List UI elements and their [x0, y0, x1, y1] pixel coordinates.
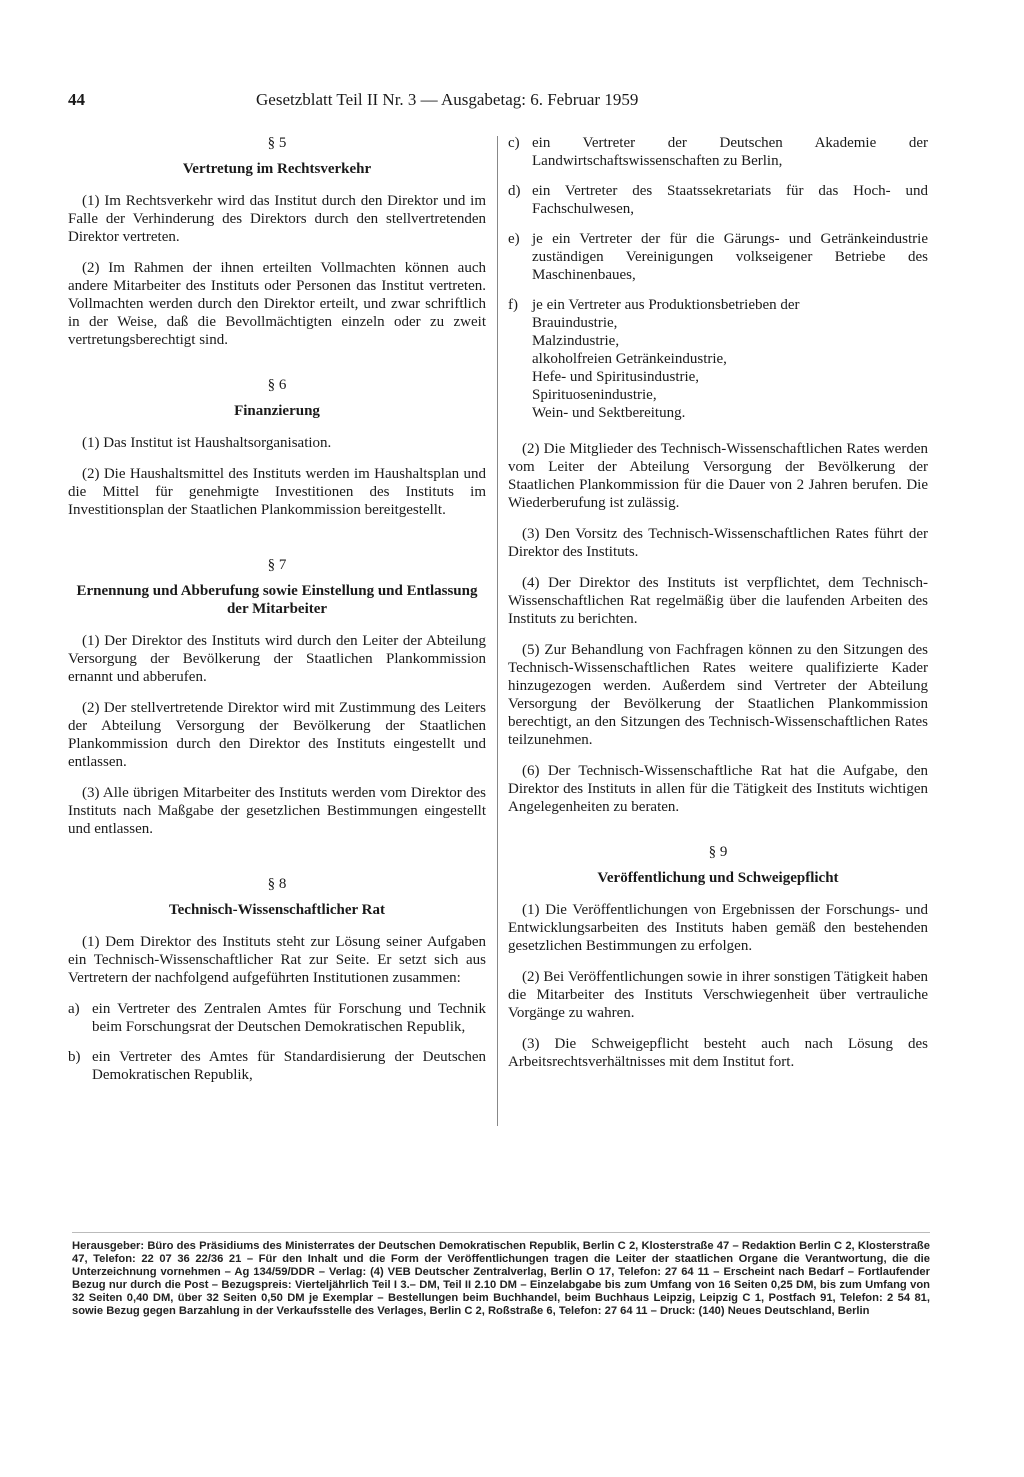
list-item-text: je ein Vertreter der für die Gärungs- und Getränkeindustrie zuständigen Vereinigungen volkseigener Betriebe des Maschinenbaues,	[532, 231, 928, 283]
page-header	[68, 90, 932, 114]
section-7-heading: Ernennung und Abberufung sowie Einstellung und Entlassung der Mitarbeiter	[76, 583, 478, 617]
section-8-paragraph-3: (3) Den Vorsitz des Technisch-Wissenschaftlichen Rates führt der Direktor des Instituts.	[508, 526, 928, 560]
list-item-label: a)	[68, 1001, 80, 1017]
section-9-paragraph-2: (2) Bei Veröffentlichungen sowie in ihrer sonstigen Tätigkeit haben die Mitarbeiter des Instituts Verschwiegenheit über vertrauliche Vorgänge zu wahren.	[508, 969, 928, 1021]
section-5-heading: Vertretung im Rechtsverkehr	[182, 161, 372, 177]
page-number: 44	[68, 90, 85, 109]
section-7-sign: § 7	[267, 557, 287, 573]
column-divider	[497, 136, 498, 1126]
section-8-heading: Technisch-Wissenschaftlicher Rat	[169, 902, 385, 918]
sublist-item: Malzindustrie,	[532, 333, 620, 349]
section-5-paragraph-1: (1) Im Rechtsverkehr wird das Institut durch den Direktor und im Falle der Verhinderung des Direktors durch den stellvertretenden Direktor vertreten.	[68, 193, 486, 245]
running-head: Gesetzblatt Teil II Nr. 3 — Ausgabetag: 6. Februar 1959	[256, 90, 639, 109]
list-item	[68, 1048, 486, 1084]
sublist-item: Spirituosenindustrie,	[532, 387, 657, 403]
section-8-sign: § 8	[267, 876, 287, 892]
list-item-text: je ein Vertreter aus Produktionsbetrieben der	[532, 297, 800, 313]
list-item-text: ein Vertreter der Deutschen Akademie der Landwirtschaftswissenschaften zu Berlin,	[532, 135, 928, 169]
sublist-item: Wein- und Sektbereitung.	[532, 405, 686, 421]
section-7-paragraph-2: (2) Der stellvertretende Direktor wird mit Zustimmung des Leiters der Abteilung Versorgung der Bevölkerung der Staatlichen Plankommission durch den Direktor des Instituts eingestellt und entlassen.	[68, 700, 486, 770]
section-8-paragraph-5: (5) Zur Behandlung von Fachfragen können zu den Sitzungen des Technisch-Wissenschaftlichen Rates weitere qualifizierte Kader hinzugezogen werden. Außerdem sind Vertreter der Abteilung Versorgung der Bevölkerung der Staatlichen Plankommission berechtigt, an den Sitzungen des Technisch-Wissenschaftlichen Rates teilzunehmen.	[508, 642, 928, 748]
section-9-paragraph-3: (3) Die Schweigepflicht besteht auch nach Lösung des Arbeitsrechtsverhältnisses mit dem Institut fort.	[508, 1036, 928, 1070]
section-7-paragraph-3: (3) Alle übrigen Mitarbeiter des Instituts werden vom Direktor des Instituts nach Maßgabe der gesetzlichen Bestimmungen eingestellt und entlassen.	[68, 785, 486, 837]
list-item-text: ein Vertreter des Staatssekretariats für das Hoch- und Fachschulwesen,	[532, 183, 928, 217]
section-7-paragraph-1: (1) Der Direktor des Instituts wird durch den Leiter der Abteilung Versorgung der Bevölkerung der Staatlichen Plankommission ernannt und abberufen.	[68, 633, 486, 685]
section-5-sign: § 5	[267, 135, 287, 151]
section-6-sign: § 6	[267, 377, 287, 393]
footer-divider	[72, 1232, 930, 1233]
list-item-label: c)	[508, 135, 520, 151]
industry-sublist	[532, 314, 928, 422]
list-item	[508, 296, 928, 422]
section-8-paragraph-4: (4) Der Direktor des Instituts ist verpflichtet, dem Technisch-Wissenschaftlichen Rat regelmäßig über die laufenden Arbeiten des Instituts zu berichten.	[508, 575, 928, 627]
section-9-sign: § 9	[708, 844, 728, 860]
right-column	[508, 134, 928, 1084]
imprint-footer: Herausgeber: Büro des Präsidiums des Ministerrates der Deutschen Demokratischen Republik, Berlin C 2, Klosterstraße 47 – Redaktion Berlin C 2, Klosterstraße 47, Telefon: 22 07 36 22/36 21 – Für den Inhalt und die Form der Veröffentlichungen tragen die Leiter der staatlichen Organe die Verantwortung, die die Unterzeichnung vornehmen – Ag 134/59/DDR – Verlag: (4) VEB Deutscher Zentralverlag, Berlin O 17, Telefon: 27 64 11 – Erscheint nach Bedarf – Fortlaufender Bezug nur durch die Post – Bezugspreis: Vierteljährlich Teil I 3.– DM, Teil II 2.10 DM – Einzelabgabe bis zum Umfang von 16 Seiten 0,25 DM, bis zum Umfang von 32 Seiten 0,40 DM, über 32 Seiten 0,50 DM je Exemplar – Bestellungen beim Buchhandel, beim Buchhaus Leipzig, Leipzig C 1, Postfach 91, Telefon: 2 54 81, sowie Bezug gegen Barzahlung in der Verkaufsstelle des Verlages, Berlin C 2, Roßstraße 6, Telefon: 27 64 11 – Druck: (140) Neues Deutschland, Berlin	[72, 1240, 930, 1317]
list-item-label: d)	[508, 183, 521, 199]
section-9-paragraph-1: (1) Die Veröffentlichungen von Ergebnissen der Forschungs- und Entwicklungsarbeiten des Instituts haben gemäß den bestehenden gesetzlichen Bestimmungen zu erfolgen.	[508, 902, 928, 954]
section-5-paragraph-2: (2) Im Rahmen der ihnen erteilten Vollmachten können auch andere Mitarbeiter des Instituts oder Personen das Institut vertreten. Vollmachten werden durch den Direktor erteilt, und zwar schriftlich in der Weise, daß die Bevollmächtigten einzeln oder zu zweit vertretungsberechtigt sind.	[68, 260, 486, 348]
section-8-paragraph-6: (6) Der Technisch-Wissenschaftliche Rat hat die Aufgabe, den Direktor des Instituts in allen für die Tätigkeit des Instituts wichtigen Angelegenheiten zu beraten.	[508, 763, 928, 815]
list-item	[508, 182, 928, 218]
list-item	[508, 134, 928, 170]
section-8-paragraph-2: (2) Die Mitglieder des Technisch-Wissenschaftlichen Rates werden vom Leiter der Abteilung Versorgung der Bevölkerung der Staatlichen Plankommission für die Dauer von 2 Jahren berufen. Die Wiederberufung ist zulässig.	[508, 441, 928, 511]
list-item-label: f)	[508, 297, 518, 313]
sublist-item: Hefe- und Spiritusindustrie,	[532, 369, 700, 385]
left-column	[68, 134, 486, 1096]
section-6-heading: Finanzierung	[234, 403, 320, 419]
list-item-text: ein Vertreter des Amtes für Standardisierung der Deutschen Demokratischen Republik,	[92, 1049, 486, 1083]
section-6-paragraph-1: (1) Das Institut ist Haushaltsorganisation.	[82, 435, 332, 451]
section-8-paragraph-1: (1) Dem Direktor des Instituts steht zur Lösung seiner Aufgaben ein Technisch-Wissenschaftlicher Rat zur Seite. Er setzt sich aus Vertretern der nachfolgend aufgeführten Institutionen zusammen:	[68, 934, 486, 986]
section-6-paragraph-2: (2) Die Haushaltsmittel des Instituts werden im Haushaltsplan und die Mittel für genehmigte Investitionen des Instituts im Investitionsplan der Staatlichen Plankommission bereitgestellt.	[68, 466, 486, 518]
section-9-heading: Veröffentlichung und Schweigepflicht	[597, 870, 839, 886]
list-item-label: b)	[68, 1049, 81, 1065]
sublist-item: Brauindustrie,	[532, 315, 618, 331]
list-item	[508, 230, 928, 284]
list-item-label: e)	[508, 231, 520, 247]
list-item-text: ein Vertreter des Zentralen Amtes für Forschung und Technik beim Forschungsrat der Deutschen Demokratischen Republik,	[92, 1001, 486, 1035]
sublist-item: alkoholfreien Getränkeindustrie,	[532, 351, 727, 367]
list-item	[68, 1000, 486, 1036]
